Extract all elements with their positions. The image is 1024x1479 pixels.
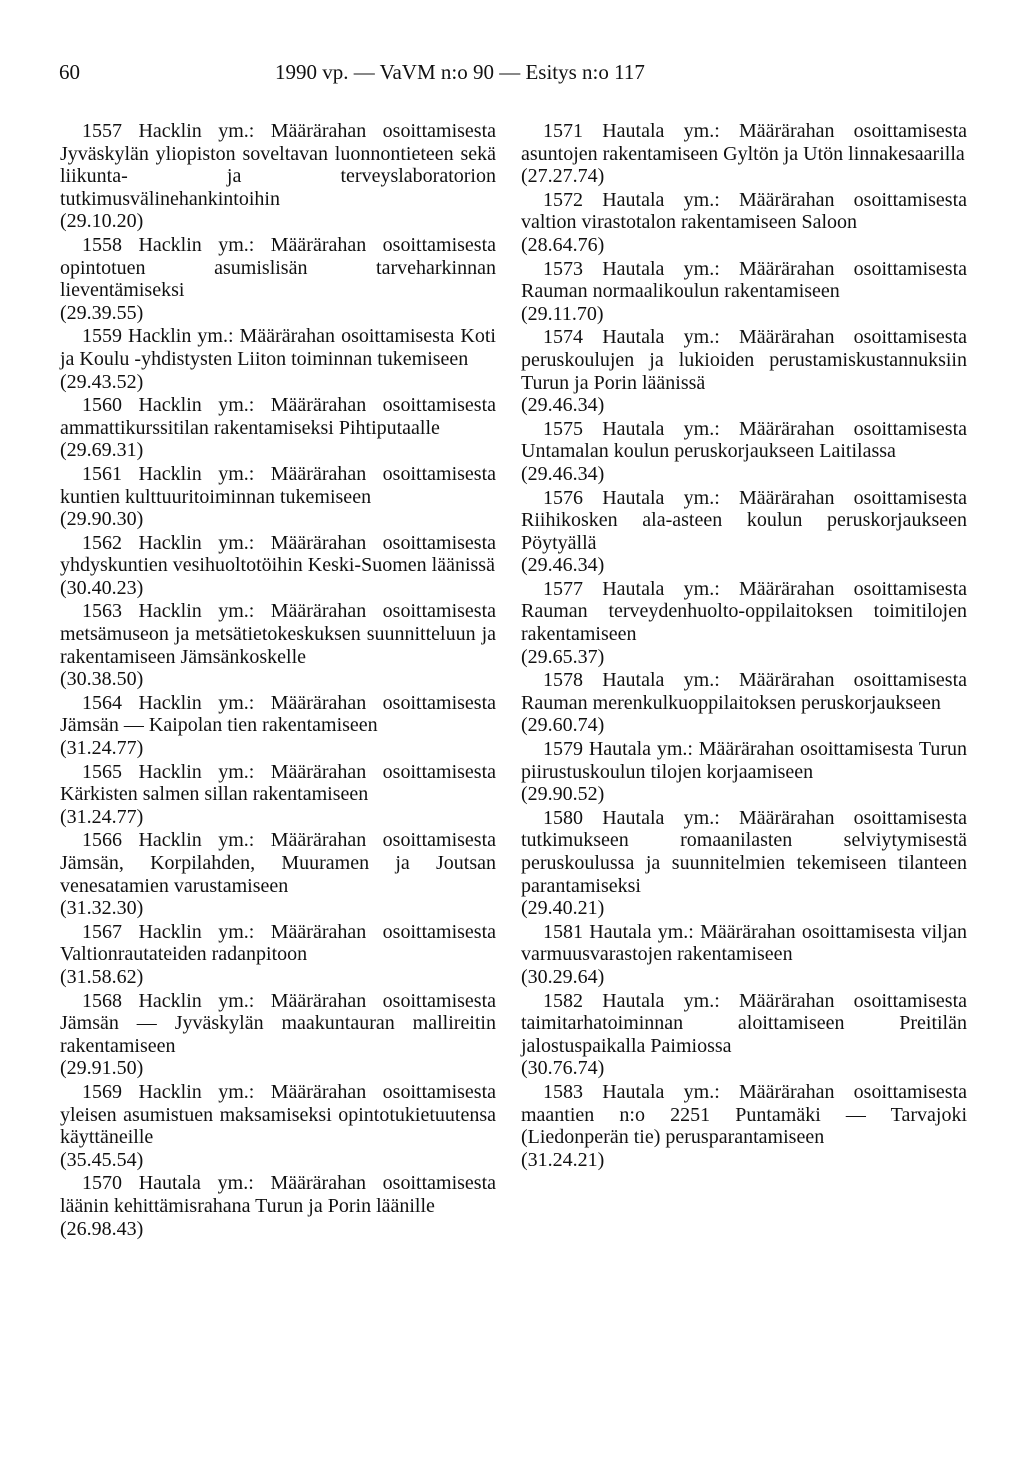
motion-entry <box>521 487 967 577</box>
budget-reference: (29.10.20) <box>60 210 144 233</box>
motion-text: 1559 Hacklin ym.: Määrärahan osoittamisesta Koti ja Koulu -yhdistysten Liiton toiminnan tukemiseen <box>60 325 496 370</box>
motion-text: 1578 Hautala ym.: Määrärahan osoittamisesta Rauman merenkulkuoppilaitoksen peruskorjaukseen <box>521 669 967 714</box>
budget-reference: (29.39.55) <box>60 301 144 324</box>
budget-reference: (29.46.34) <box>521 394 605 417</box>
motion-entry <box>60 394 496 462</box>
left-column <box>60 120 496 1241</box>
motion-entry <box>60 463 496 531</box>
budget-reference: (28.64.76) <box>521 233 605 256</box>
motion-text: 1571 Hautala ym.: Määrärahan osoittamisesta asuntojen rakentamiseen Gyltön ja Utön linnakesaarilla <box>521 120 967 165</box>
motion-text: 1575 Hautala ym.: Määrärahan osoittamisesta Untamalan koulun peruskorjaukseen Laitilassa <box>521 417 967 463</box>
motion-text: 1567 Hacklin ym.: Määrärahan osoittamisesta Valtionrautateiden radanpitoon <box>60 920 496 966</box>
budget-reference: (29.46.34) <box>521 554 605 577</box>
motion-text: 1563 Hacklin ym.: Määrärahan osoittamisesta metsämuseon ja metsätietokeskuksen suunnitteluun ja rakentamiseen Jämsänkoskelle <box>60 600 496 668</box>
right-column <box>521 120 967 1172</box>
budget-reference: (29.90.52) <box>521 783 605 806</box>
budget-reference: (26.98.43) <box>60 1217 144 1240</box>
budget-reference: (29.69.31) <box>60 439 144 462</box>
motion-entry <box>60 692 496 760</box>
budget-reference: (31.24.77) <box>60 805 144 828</box>
motion-entry <box>521 258 967 326</box>
motion-text: 1577 Hautala ym.: Määrärahan osoittamisesta Rauman terveydenhuolto-oppilaitoksen toimitilojen rakentamiseen <box>521 577 967 646</box>
motion-text: 1576 Hautala ym.: Määrärahan osoittamisesta Riihikosken ala-asteen koulun peruskorjaukseen Pöytyällä <box>521 486 967 554</box>
motion-entry <box>521 990 967 1080</box>
budget-reference: (30.40.23) <box>60 576 144 599</box>
motion-text: 1581 Hautala ym.: Määrärahan osoittamisesta viljan varmuusvarastojen rakentamiseen <box>521 920 967 966</box>
motion-text: 1572 Hautala ym.: Määrärahan osoittamisesta valtion virastotalon rakentamiseen Saloon <box>521 188 967 234</box>
motion-text: 1574 Hautala ym.: Määrärahan osoittamisesta peruskoulujen ja lukioiden perustamiskustannuksiin Turun ja Porin läänissä <box>521 326 967 394</box>
motion-entry <box>521 418 967 486</box>
budget-reference: (30.29.64) <box>521 965 605 988</box>
motion-entry <box>521 669 967 737</box>
motion-entry <box>60 761 496 829</box>
budget-reference: (29.91.50) <box>60 1057 144 1080</box>
motion-entry <box>60 234 496 324</box>
motion-text: 1565 Hacklin ym.: Määrärahan osoittamisesta Kärkisten salmen sillan rakentamiseen <box>60 760 496 806</box>
budget-reference: (29.90.30) <box>60 508 144 531</box>
motion-entry <box>60 829 496 919</box>
motion-text: 1579 Hautala ym.: Määrärahan osoittamisesta Turun piirustuskoulun tilojen korjaamiseen <box>521 738 967 783</box>
budget-reference: (29.46.34) <box>521 462 605 485</box>
motion-entry <box>60 1081 496 1171</box>
budget-reference: (29.40.21) <box>521 897 605 920</box>
motion-text: 1561 Hacklin ym.: Määrärahan osoittamisesta kuntien kulttuuritoiminnan tukemiseen <box>60 462 496 508</box>
motion-entry <box>521 1081 967 1171</box>
motion-entry <box>60 990 496 1080</box>
motion-text: 1564 Hacklin ym.: Määrärahan osoittamisesta Jämsän — Kaipolan tien rakentamiseen <box>60 691 496 737</box>
motion-entry <box>521 738 967 806</box>
budget-reference: (29.60.74) <box>521 714 605 737</box>
page-header <box>0 60 1024 90</box>
budget-reference: (27.27.74) <box>521 165 605 188</box>
motion-entry <box>60 325 496 393</box>
motion-entry <box>60 1172 496 1240</box>
motion-text: 1562 Hacklin ym.: Määrärahan osoittamisesta yhdyskuntien vesihuoltotöihin Keski-Suomen läänissä <box>60 531 496 577</box>
motion-entry <box>521 326 967 416</box>
motion-text: 1560 Hacklin ym.: Määrärahan osoittamisesta ammattikurssitilan rakentamiseksi Pihtiputaalle <box>60 394 496 439</box>
budget-reference: (29.43.52) <box>60 370 144 393</box>
motion-entry <box>60 532 496 600</box>
motion-entry <box>60 120 496 233</box>
budget-reference: (31.32.30) <box>60 897 144 920</box>
motion-text: 1573 Hautala ym.: Määrärahan osoittamisesta Rauman normaalikoulun rakentamiseen <box>521 257 967 303</box>
motion-entry <box>521 120 967 188</box>
budget-reference: (30.38.50) <box>60 668 144 691</box>
motion-entry <box>521 807 967 920</box>
motion-text: 1583 Hautala ym.: Määrärahan osoittamisesta maantien n:o 2251 Puntamäki — Tarvajoki (Liedonperän tie) perusparantamiseen <box>521 1080 967 1149</box>
budget-reference: (31.24.77) <box>60 737 144 760</box>
motion-text: 1570 Hautala ym.: Määrärahan osoittamisesta läänin kehittämisrahana Turun ja Porin läänille <box>60 1172 496 1217</box>
motion-text: 1582 Hautala ym.: Määrärahan osoittamisesta taimitarhatoiminnan aloittamiseen Preitilän jalostuspaikalla Paimiossa <box>521 989 967 1057</box>
motion-text: 1568 Hacklin ym.: Määrärahan osoittamisesta Jämsän — Jyväskylän maakuntauran mallireitin rakentamiseen <box>60 989 496 1057</box>
motion-entry <box>521 921 967 989</box>
budget-reference: (30.76.74) <box>521 1057 605 1080</box>
motion-entry <box>521 189 967 257</box>
motion-text: 1558 Hacklin ym.: Määrärahan osoittamisesta opintotuen asumislisän tarveharkinnan lieventämiseksi <box>60 233 496 302</box>
motion-text: 1580 Hautala ym.: Määrärahan osoittamisesta tutkimukseen romaanilasten selviytymisestä peruskoulussa ja suunnitelmien tekemiseen tilanteen parantamiseksi <box>521 806 967 897</box>
motion-entry <box>60 921 496 989</box>
running-title: 1990 vp. — VaVM n:o 90 — Esitys n:o 117 <box>275 60 645 84</box>
motion-entry <box>521 578 967 668</box>
page-number: 60 <box>59 60 80 84</box>
budget-reference: (31.24.21) <box>521 1148 605 1171</box>
budget-reference: (29.11.70) <box>521 302 604 325</box>
motion-text: 1566 Hacklin ym.: Määrärahan osoittamisesta Jämsän, Korpilahden, Muuramen ja Joutsan venesatamien varustamiseen <box>60 829 496 897</box>
motion-text: 1569 Hacklin ym.: Määrärahan osoittamisesta yleisen asumistuen maksamiseksi opintotukietuutensa käyttäneille <box>60 1080 496 1149</box>
motion-text: 1557 Hacklin ym.: Määrärahan osoittamisesta Jyväskylän yliopiston soveltavan luonnontieteen sekä liikunta- ja terveyslaboratorion tutkimusvälinehankintoihin <box>60 120 496 210</box>
motion-entry <box>60 600 496 690</box>
budget-reference: (35.45.54) <box>60 1148 144 1171</box>
budget-reference: (31.58.62) <box>60 965 144 988</box>
budget-reference: (29.65.37) <box>521 645 605 668</box>
